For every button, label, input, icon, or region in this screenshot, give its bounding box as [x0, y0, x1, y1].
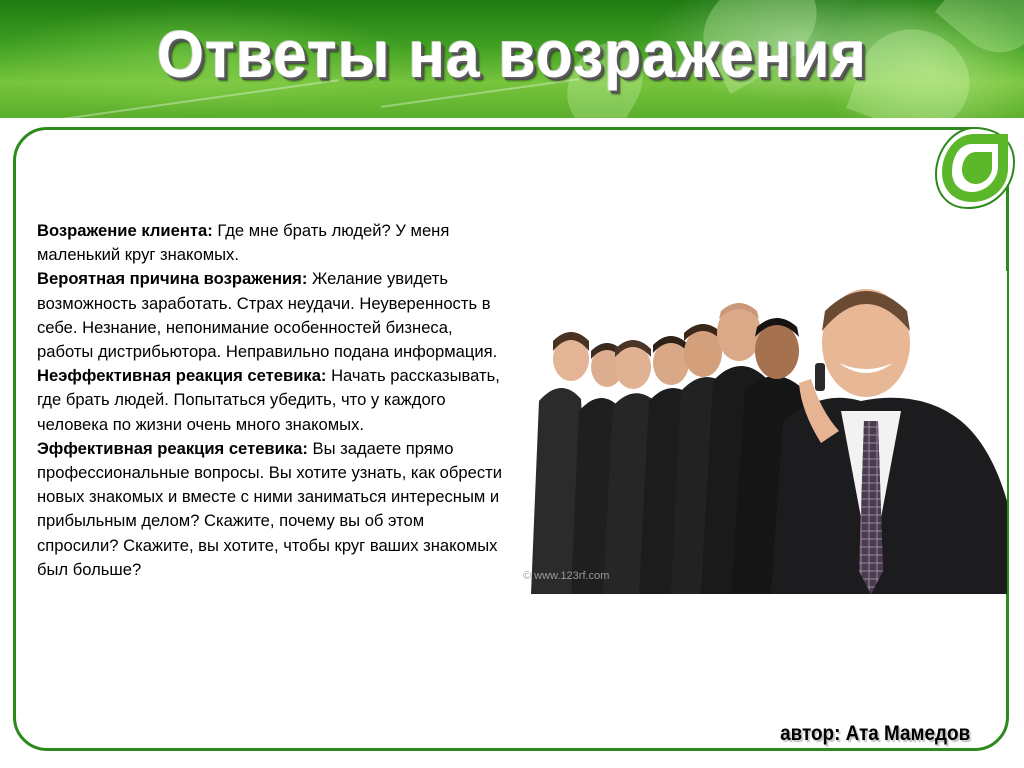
paragraph-body: Где мне брать людей? У меня маленький круг знакомых.	[37, 221, 450, 265]
paragraph-label: Возражение клиента:	[37, 221, 213, 240]
paragraph-label: Вероятная причина возражения:	[37, 269, 308, 289]
leaf-logo-icon	[928, 122, 1020, 214]
paragraph-effective-reaction	[37, 437, 507, 582]
author-label: автор: Ата Мамедов	[779, 722, 970, 745]
paragraph-ineffective-reaction	[37, 364, 507, 437]
paragraph-body: Вы задаете прямо профессиональные вопросы. Вы хотите узнать, как обрести новых знакомых и вместе с ними заниматься интересным и прибыльным делом? Скажите, почему вы об этом спросили? Скажите, вы хотите, чтобы круг ваших знакомых был больше?	[37, 438, 502, 579]
paragraph-body: Начать рассказывать, где брать людей. Попытаться убедить, что у каждого человека по жизни очень много знакомых.	[37, 366, 500, 434]
paragraph-label: Неэффективная реакция сетевика:	[37, 366, 327, 386]
page-title: Ответы на возражения	[157, 17, 867, 91]
paragraph-label: Эффективная реакция сетевика:	[37, 438, 308, 458]
businessmen-on-phones-photo	[521, 271, 1007, 594]
paragraph-probable-cause	[37, 267, 507, 364]
objection-text	[37, 219, 507, 582]
paragraph-client-objection	[37, 219, 507, 267]
paragraph-body: Желание увидеть возможность заработать. Страх неудачи. Неуверенность в себе. Незнание, непонимание особенностей бизнеса, работы дистрибьютора. Неправильно подана информация.	[37, 269, 498, 362]
photo-watermark: © www.123rf.com	[523, 570, 610, 582]
header-banner	[0, 0, 1024, 118]
